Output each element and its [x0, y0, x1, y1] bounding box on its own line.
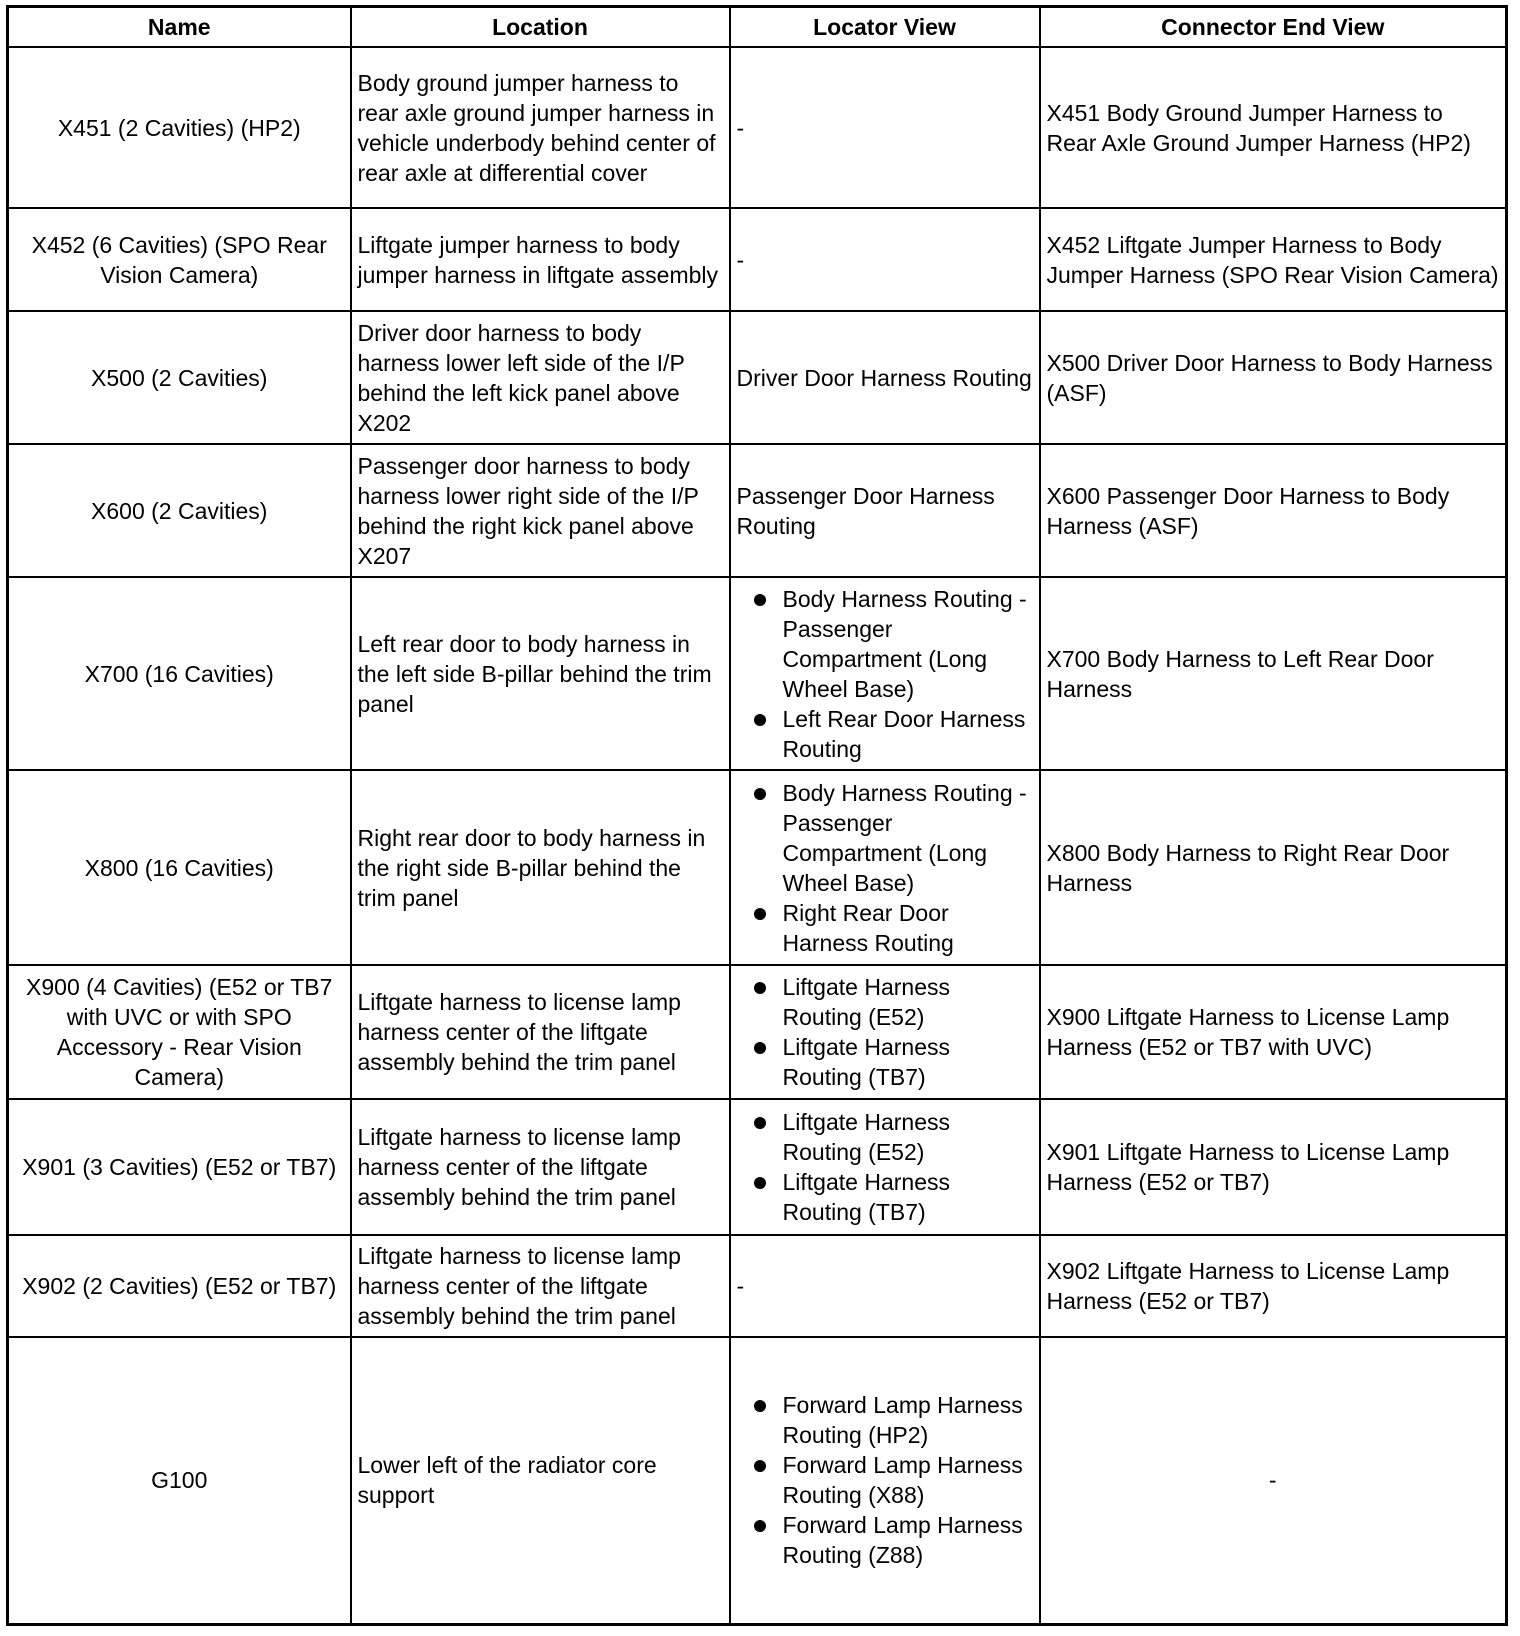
locator-list [737, 584, 1033, 764]
table-row [8, 1099, 1507, 1235]
cell-connector-end-view: X900 Liftgate Harness to License Lamp Harness (E52 or TB7 with UVC) [1040, 965, 1507, 1099]
cell-connector-end-view: X452 Liftgate Jumper Harness to Body Jumper Harness (SPO Rear Vision Camera) [1040, 208, 1507, 311]
locator-link[interactable]: Body Harness Routing - Passenger Compartment (Long Wheel Base) [783, 778, 1033, 898]
header-row [8, 7, 1507, 48]
cell-name: X600 (2 Cavities) [8, 444, 351, 577]
header-location: Location [351, 7, 730, 48]
header-locator-view: Locator View [730, 7, 1040, 48]
cell-location: Passenger door harness to body harness lower right side of the I/P behind the right kick panel above X207 [351, 444, 730, 577]
cell-location: Liftgate harness to license lamp harness center of the liftgate assembly behind the trim panel [351, 1235, 730, 1337]
cell-location: Liftgate harness to license lamp harness center of the liftgate assembly behind the trim panel [351, 965, 730, 1099]
cell-locator-view [730, 770, 1040, 965]
locator-link[interactable]: Liftgate Harness Routing (TB7) [783, 1167, 1033, 1227]
cell-locator-view [730, 577, 1040, 770]
table-row [8, 1337, 1507, 1624]
cell-locator-view: - [730, 208, 1040, 311]
locator-link[interactable]: Body Harness Routing - Passenger Compartment (Long Wheel Base) [783, 584, 1033, 704]
header-name: Name [8, 7, 351, 48]
cell-connector-end-view: X451 Body Ground Jumper Harness to Rear Axle Ground Jumper Harness (HP2) [1040, 47, 1507, 208]
cell-connector-end-view: X902 Liftgate Harness to License Lamp Harness (E52 or TB7) [1040, 1235, 1507, 1337]
cell-name: X902 (2 Cavities) (E52 or TB7) [8, 1235, 351, 1337]
locator-link[interactable]: Forward Lamp Harness Routing (X88) [783, 1450, 1033, 1510]
table-row [8, 1235, 1507, 1337]
cell-name: X800 (16 Cavities) [8, 770, 351, 965]
locator-link[interactable]: Left Rear Door Harness Routing [783, 704, 1033, 764]
table-row [8, 965, 1507, 1099]
cell-connector-end-view: X901 Liftgate Harness to License Lamp Harness (E52 or TB7) [1040, 1099, 1507, 1235]
header-connector-end-view: Connector End View [1040, 7, 1507, 48]
cell-locator-view: Passenger Door Harness Routing [730, 444, 1040, 577]
table-row [8, 208, 1507, 311]
locator-list [737, 778, 1033, 958]
cell-locator-view [730, 1099, 1040, 1235]
table-row [8, 47, 1507, 208]
cell-locator-view: - [730, 1235, 1040, 1337]
locator-link[interactable]: Right Rear Door Harness Routing [783, 898, 1033, 958]
table-row [8, 577, 1507, 770]
table-row [8, 770, 1507, 965]
cell-name: G100 [8, 1337, 351, 1624]
cell-connector-end-view: X500 Driver Door Harness to Body Harness (ASF) [1040, 311, 1507, 444]
locator-link[interactable]: Liftgate Harness Routing (E52) [783, 1107, 1033, 1167]
cell-location: Driver door harness to body harness lower left side of the I/P behind the left kick panel above X202 [351, 311, 730, 444]
cell-connector-end-view: X700 Body Harness to Left Rear Door Harness [1040, 577, 1507, 770]
cell-name: X452 (6 Cavities) (SPO Rear Vision Camera) [8, 208, 351, 311]
cell-locator-view: Driver Door Harness Routing [730, 311, 1040, 444]
locator-list [737, 972, 1033, 1092]
cell-location: Lower left of the radiator core support [351, 1337, 730, 1624]
table-row [8, 444, 1507, 577]
locator-link[interactable]: Liftgate Harness Routing (E52) [783, 972, 1033, 1032]
cell-location: Right rear door to body harness in the right side B-pillar behind the trim panel [351, 770, 730, 965]
cell-connector-end-view: - [1040, 1337, 1507, 1624]
locator-link[interactable]: Forward Lamp Harness Routing (HP2) [783, 1390, 1033, 1450]
table-row [8, 311, 1507, 444]
cell-name: X500 (2 Cavities) [8, 311, 351, 444]
cell-location: Left rear door to body harness in the left side B-pillar behind the trim panel [351, 577, 730, 770]
cell-name: X901 (3 Cavities) (E52 or TB7) [8, 1099, 351, 1235]
cell-connector-end-view: X600 Passenger Door Harness to Body Harness (ASF) [1040, 444, 1507, 577]
cell-locator-view [730, 965, 1040, 1099]
locator-link[interactable]: Forward Lamp Harness Routing (Z88) [783, 1510, 1033, 1570]
cell-locator-view: - [730, 47, 1040, 208]
locator-list [737, 1107, 1033, 1227]
cell-location: Liftgate jumper harness to body jumper harness in liftgate assembly [351, 208, 730, 311]
cell-name: X700 (16 Cavities) [8, 577, 351, 770]
cell-location: Liftgate harness to license lamp harness center of the liftgate assembly behind the trim panel [351, 1099, 730, 1235]
cell-locator-view [730, 1337, 1040, 1624]
cell-name: X451 (2 Cavities) (HP2) [8, 47, 351, 208]
cell-name: X900 (4 Cavities) (E52 or TB7 with UVC or with SPO Accessory - Rear Vision Camera) [8, 965, 351, 1099]
connector-table [6, 5, 1508, 1626]
locator-list [737, 1390, 1033, 1570]
locator-link[interactable]: Liftgate Harness Routing (TB7) [783, 1032, 1033, 1092]
cell-location: Body ground jumper harness to rear axle ground jumper harness in vehicle underbody behind center of rear axle at differential cover [351, 47, 730, 208]
cell-connector-end-view: X800 Body Harness to Right Rear Door Harness [1040, 770, 1507, 965]
